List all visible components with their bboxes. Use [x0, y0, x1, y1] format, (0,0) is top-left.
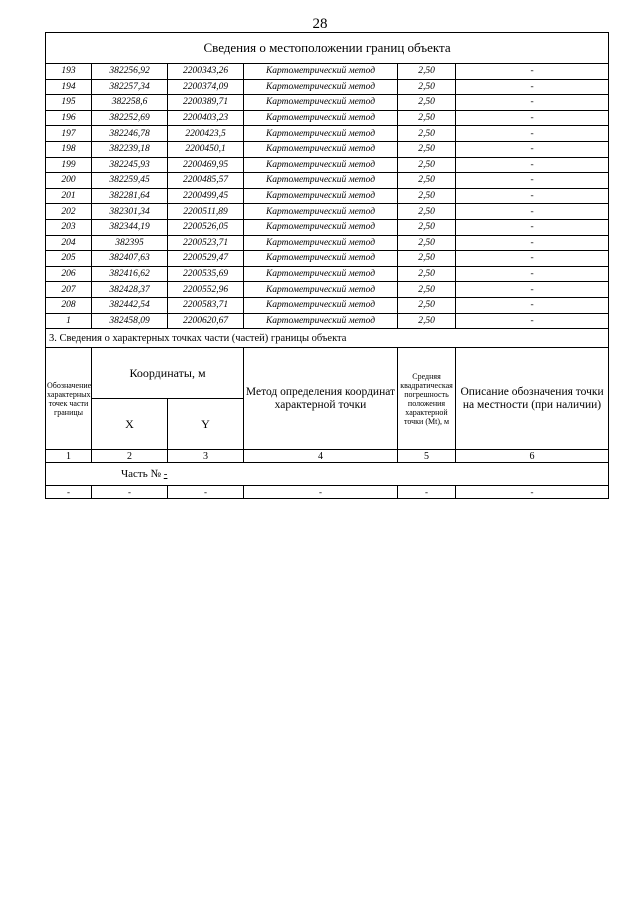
cell-description: -	[456, 188, 609, 204]
cell-point-id: 193	[46, 64, 92, 80]
section3-title: 3. Сведения о характерных точках части (частей) границы объекта	[46, 329, 609, 348]
cell-description: -	[456, 110, 609, 126]
cell-method: Картометрический метод	[244, 95, 398, 111]
empty-data-row	[46, 486, 609, 499]
cell-accuracy: 2,50	[398, 110, 456, 126]
cell-y-coordinate: 2200343,26	[168, 64, 244, 80]
table-row	[46, 157, 609, 173]
cell-accuracy: 2,50	[398, 204, 456, 220]
cell-y-coordinate: 2200469,95	[168, 157, 244, 173]
cell-method: Картометрический метод	[244, 219, 398, 235]
cell-description: -	[456, 204, 609, 220]
cell-accuracy: 2,50	[398, 95, 456, 111]
cell-accuracy: 2,50	[398, 266, 456, 282]
cell-y-coordinate: 2200511,89	[168, 204, 244, 220]
column-numbers-row	[46, 450, 609, 463]
cell-point-id: 206	[46, 266, 92, 282]
cell-point-id: 204	[46, 235, 92, 251]
cell-x-coordinate: 382428,37	[92, 282, 168, 298]
cell-y-coordinate: 2200529,47	[168, 251, 244, 267]
cell-method: Картометрический метод	[244, 79, 398, 95]
part-label-text: Часть №	[121, 468, 161, 481]
cell-method: Картометрический метод	[244, 110, 398, 126]
cell-accuracy: 2,50	[398, 188, 456, 204]
cell-x-coordinate: 382407,63	[92, 251, 168, 267]
cell-accuracy: 2,50	[398, 157, 456, 173]
cell-accuracy: 2,50	[398, 297, 456, 313]
cell-point-id: 207	[46, 282, 92, 298]
table-row	[46, 110, 609, 126]
cell-x-coordinate: 382416,62	[92, 266, 168, 282]
cell-accuracy: 2,50	[398, 64, 456, 80]
part-label	[46, 463, 609, 486]
cell-y-coordinate: 2200485,57	[168, 173, 244, 189]
empty-cell: -	[456, 486, 609, 499]
table-title-row	[46, 33, 609, 64]
page-number: 28	[312, 16, 328, 32]
cell-method: Картометрический метод	[244, 188, 398, 204]
cell-method: Картометрический метод	[244, 313, 398, 329]
cell-method: Картометрический метод	[244, 251, 398, 267]
header-point: Обозначение характерных точек части границы	[46, 348, 92, 450]
cell-accuracy: 2,50	[398, 313, 456, 329]
table-row	[46, 141, 609, 157]
cell-method: Картометрический метод	[244, 157, 398, 173]
column-number: 4	[244, 450, 398, 463]
cell-description: -	[456, 297, 609, 313]
cell-point-id: 202	[46, 204, 92, 220]
cell-y-coordinate: 2200552,96	[168, 282, 244, 298]
table-row	[46, 297, 609, 313]
column-number: 2	[92, 450, 168, 463]
cell-point-id: 197	[46, 126, 92, 142]
cell-y-coordinate: 2200620,67	[168, 313, 244, 329]
cell-description: -	[456, 251, 609, 267]
cell-accuracy: 2,50	[398, 126, 456, 142]
header-accuracy: Средняя квадратическая погрешность положения характерной точки (Мt), м	[398, 348, 456, 450]
cell-point-id: 203	[46, 219, 92, 235]
cell-accuracy: 2,50	[398, 282, 456, 298]
table-title: Сведения о местоположении границ объекта	[46, 33, 609, 64]
cell-x-coordinate: 382344,19	[92, 219, 168, 235]
cell-point-id: 198	[46, 141, 92, 157]
empty-cell: -	[398, 486, 456, 499]
section3-title-row	[46, 329, 609, 348]
cell-point-id: 201	[46, 188, 92, 204]
cell-method: Картометрический метод	[244, 126, 398, 142]
cell-x-coordinate: 382281,64	[92, 188, 168, 204]
cell-x-coordinate: 382259,45	[92, 173, 168, 189]
cell-x-coordinate: 382239,18	[92, 141, 168, 157]
cell-point-id: 205	[46, 251, 92, 267]
cell-description: -	[456, 157, 609, 173]
cell-point-id: 196	[46, 110, 92, 126]
cell-description: -	[456, 79, 609, 95]
cell-x-coordinate: 382458,09	[92, 313, 168, 329]
cell-method: Картометрический метод	[244, 173, 398, 189]
column-number: 1	[46, 450, 92, 463]
cell-accuracy: 2,50	[398, 173, 456, 189]
cell-description: -	[456, 126, 609, 142]
cell-point-id: 1	[46, 313, 92, 329]
cell-point-id: 195	[46, 95, 92, 111]
cell-accuracy: 2,50	[398, 141, 456, 157]
cell-y-coordinate: 2200403,23	[168, 110, 244, 126]
cell-method: Картометрический метод	[244, 64, 398, 80]
cell-method: Картометрический метод	[244, 282, 398, 298]
cell-description: -	[456, 313, 609, 329]
table-row	[46, 266, 609, 282]
cell-method: Картометрический метод	[244, 204, 398, 220]
table-row	[46, 313, 609, 329]
table-row	[46, 79, 609, 95]
table-row	[46, 219, 609, 235]
cell-description: -	[456, 141, 609, 157]
table-row	[46, 188, 609, 204]
section3-header-row	[46, 348, 609, 399]
cell-accuracy: 2,50	[398, 219, 456, 235]
boundary-table	[45, 32, 609, 499]
cell-accuracy: 2,50	[398, 235, 456, 251]
cell-method: Картометрический метод	[244, 141, 398, 157]
empty-cell: -	[46, 486, 92, 499]
cell-accuracy: 2,50	[398, 251, 456, 267]
column-number: 6	[456, 450, 609, 463]
header-x: X	[92, 399, 168, 450]
cell-description: -	[456, 95, 609, 111]
cell-y-coordinate: 2200450,1	[168, 141, 244, 157]
cell-description: -	[456, 173, 609, 189]
cell-point-id: 199	[46, 157, 92, 173]
cell-y-coordinate: 2200526,05	[168, 219, 244, 235]
empty-cell: -	[92, 486, 168, 499]
cell-y-coordinate: 2200389,71	[168, 95, 244, 111]
cell-x-coordinate: 382252,69	[92, 110, 168, 126]
cell-description: -	[456, 282, 609, 298]
cell-y-coordinate: 2200523,71	[168, 235, 244, 251]
cell-accuracy: 2,50	[398, 79, 456, 95]
table-row	[46, 204, 609, 220]
cell-description: -	[456, 64, 609, 80]
table-row	[46, 95, 609, 111]
column-number: 5	[398, 450, 456, 463]
table-row	[46, 282, 609, 298]
empty-cell: -	[168, 486, 244, 499]
cell-point-id: 208	[46, 297, 92, 313]
empty-cell: -	[244, 486, 398, 499]
header-description: Описание обозначения точки на местности (при наличии)	[456, 348, 609, 450]
cell-y-coordinate: 2200583,71	[168, 297, 244, 313]
table-row	[46, 64, 609, 80]
cell-description: -	[456, 235, 609, 251]
table-row	[46, 235, 609, 251]
header-coords: Координаты, м	[92, 348, 244, 399]
cell-x-coordinate: 382257,34	[92, 79, 168, 95]
cell-y-coordinate: 2200535,69	[168, 266, 244, 282]
table-row	[46, 173, 609, 189]
cell-method: Картометрический метод	[244, 235, 398, 251]
cell-x-coordinate: 382442,54	[92, 297, 168, 313]
cell-description: -	[456, 219, 609, 235]
cell-description: -	[456, 266, 609, 282]
cell-y-coordinate: 2200423,5	[168, 126, 244, 142]
column-number: 3	[168, 450, 244, 463]
cell-x-coordinate: 382246,78	[92, 126, 168, 142]
part-row	[46, 463, 609, 486]
cell-point-id: 194	[46, 79, 92, 95]
cell-point-id: 200	[46, 173, 92, 189]
cell-method: Картометрический метод	[244, 266, 398, 282]
part-number: -	[163, 468, 168, 481]
header-y: Y	[168, 399, 244, 450]
cell-y-coordinate: 2200374,09	[168, 79, 244, 95]
table-row	[46, 251, 609, 267]
header-method: Метод определения координат характерной точки	[244, 348, 398, 450]
cell-x-coordinate: 382258,6	[92, 95, 168, 111]
cell-method: Картометрический метод	[244, 297, 398, 313]
cell-x-coordinate: 382301,34	[92, 204, 168, 220]
cell-x-coordinate: 382256,92	[92, 64, 168, 80]
cell-x-coordinate: 382395	[92, 235, 168, 251]
table-row	[46, 126, 609, 142]
cell-x-coordinate: 382245,93	[92, 157, 168, 173]
cell-y-coordinate: 2200499,45	[168, 188, 244, 204]
